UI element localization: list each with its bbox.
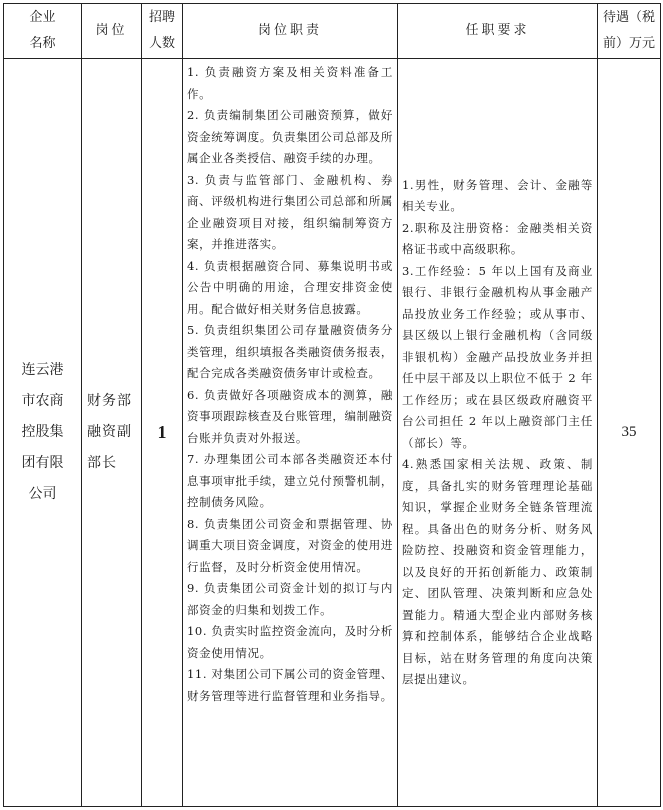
header-row [4, 4, 661, 59]
duty-item: 2. 负责编制集团公司融资预算，做好资金统筹调度。负责集团公司总部及所属企业各类授信、融资手续的办理。 [187, 108, 393, 165]
duty-item: 6. 负责做好各项融资成本的测算，融资事项跟踪核查及台账管理，编制融资台账并负责对外报送。 [187, 387, 393, 445]
requirement-item: 2.职称及注册资格：金融类相关资格证书或中高级职称。 [402, 220, 593, 256]
header-headcount: 招聘 人数 [142, 4, 183, 59]
duty-item: 10. 负责实时监控资金流向，及时分析资金使用情况。 [187, 624, 393, 660]
duty-item: 11. 对集团公司下属公司的资金管理、财务管理等进行监督管理和业务指导。 [187, 667, 393, 703]
header-duties: 岗位职责 [183, 4, 398, 59]
salary-cell: 35 [598, 59, 661, 807]
duty-item: 5. 负责组织集团公司存量融资债务分类管理，组织填报各类融资债务报表，配合完成各类融资债务审计或检查。 [187, 323, 393, 380]
duty-item: 4. 负责根据融资合同、募集说明书或公告中明确的用途，合理安排资金使用。配合做好相关财务信息披露。 [187, 258, 393, 316]
duty-item: 8. 负责集团公司资金和票据管理、协调重大项目资金调度，对资金的使用进行监督，及时分析资金使用情况。 [187, 516, 393, 574]
duty-item: 7. 办理集团公司本部各类融资还本付息事项审批手续，建立兑付预警机制，控制债务风险。 [187, 452, 393, 509]
job-posting-table [3, 3, 661, 807]
position-cell: 财务部 融资副 部长 [82, 59, 142, 807]
header-position: 岗位 [82, 4, 142, 59]
requirements-cell [398, 59, 598, 807]
requirement-item: 4.熟悉国家相关法规、政策、制度，具备扎实的财务管理理论基础知识，掌握企业财务全链条管理流程。具备出色的财务分析、财务风险防控、投融资和资金管理能力，以及良好的开拓创新能力、政策制定、团队管理、决策判断和应急处置能力。精通大型企业内部财务核算和控制体系，能够结合企业战略目标，站在财务管理的角度向决策层提出建议。 [402, 457, 593, 686]
header-salary: 待遇（税 前）万元 [598, 4, 661, 59]
duty-item: 1. 负责融资方案及相关资料准备工作。 [187, 65, 393, 101]
header-requirements: 任职要求 [398, 4, 598, 59]
requirement-item: 3.工作经验：5 年以上国有及商业银行、非银行金融机构从事金融产品投放业务工作经验；或从事市、县区级以上银行金融机构（含同级非银机构）金融产品投放业务并担任中层干部及以上职位不低于 2 年工作经历；或在县区级政府融资平台公司担任 2 年以上融资部门主任（部长）等。 [402, 263, 593, 450]
duty-item: 9. 负责集团公司资金计划的拟订与内部资金的归集和划拨工作。 [187, 581, 393, 617]
duties-cell [183, 59, 398, 807]
company-name-cell: 连云港 市农商 控股集 团有限 公司 [4, 59, 82, 807]
headcount-cell: 1 [142, 59, 183, 807]
duty-item: 3. 负责与监管部门、金融机构、券商、评级机构进行集团公司总部和所属企业融资项目对接，组织编制筹资方案，并推进落实。 [187, 172, 393, 251]
header-company: 企业 名称 [4, 4, 82, 59]
table-row [4, 59, 661, 807]
requirement-item: 1.男性，财务管理、会计、金融等相关专业。 [402, 177, 593, 213]
